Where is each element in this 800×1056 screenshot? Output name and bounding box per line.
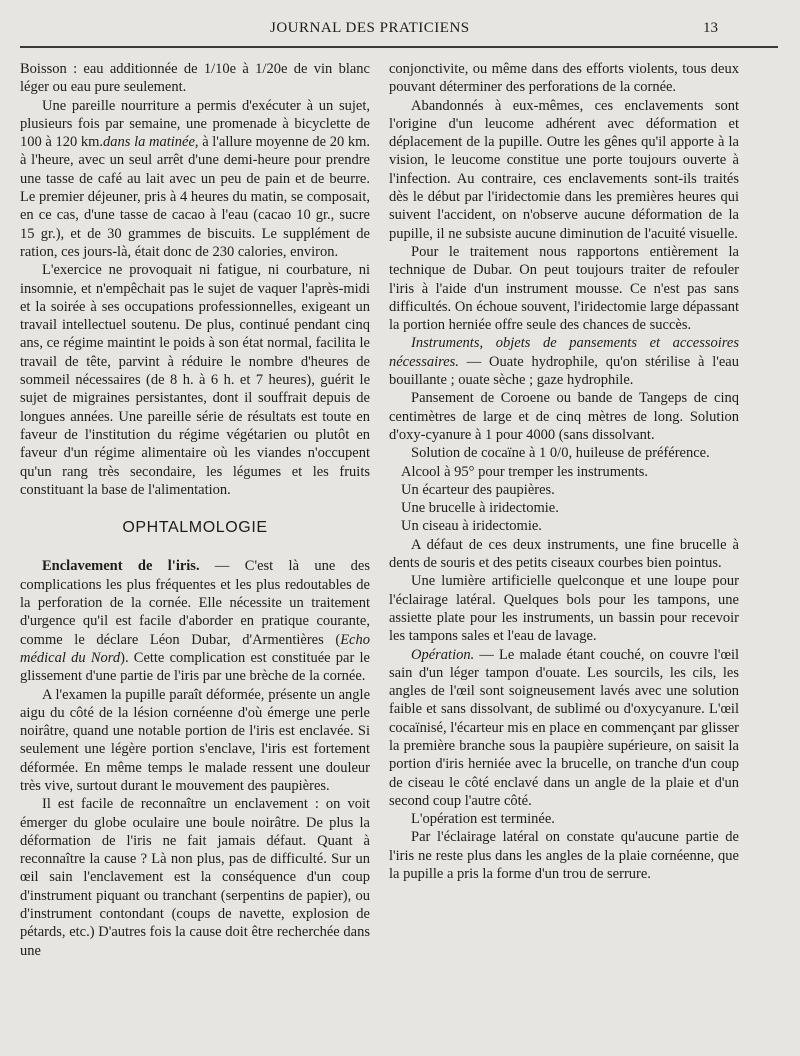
paragraph: conjonctivite, ou même dans des efforts violents, tous deux pouvant déterminer des perforations de la cornée.	[389, 61, 739, 96]
list-item: Une brucelle à iridectomie.	[401, 500, 559, 517]
text-run: Une pareille nourriture a permis d'exécuter à un sujet, plusieurs fois par semaine, une promenade à bicyclette de 100 à 120 km.	[20, 97, 370, 151]
paragraph: L'exercice ne provoquait ni fatigue, ni courbature, ni insomnie, et n'empêchait pas le sujet de vaquer l'après-midi et la soirée à ses occupations professionnelles, exigeant un travail intellectuel soutenu. De plus, continué pendant cinq ans, ce régime maintint le poids à son état normal, facilita le travail de tête, parvint à réduire le nombre d'heures de sommeil nécessaires (de 8 h. à 6 h. et 7 heures), guérit le sujet de migraines persistantes, dont il souffrait depuis de longues années. Une pareille série de résultats est toute en faveur de l'institution du régime végétarien ou plutôt en faveur d'un régime alimentaire où les viandes n'occupent qu'un rang très secondaire, les légumes et les fruits constituant la base de l'alimentation.	[20, 262, 370, 498]
text-run: , à l'allure moyenne de 20 km. à l'heure, avec un seul arrêt d'une demi-heure pour prendre une tasse de café au lait avec un peu de pain et de beurre. Le premier déjeuner, pris à 4 heures du matin, se composait, en ce cas, d'une tasse de cacao à l'eau (cacao 10 gr., sucre 15 gr.), et de 30 grammes de biscuits. Le supplément de ration, ces jours-là, était donc de 230 calories, environ.	[20, 134, 371, 260]
text-run: ). Cette complication est constituée par le glissement d'une partie de l'iris par une brèche de la cornée.	[20, 649, 370, 685]
paragraph: A défaut de ces deux instruments, une fine brucelle à dents de souris et des petits ciseaux courbes bien pointus.	[389, 536, 739, 572]
italic-text: Echo médical du Nord	[20, 631, 370, 666]
left-column	[20, 60, 370, 960]
italic-text: dans la matinée	[103, 134, 195, 151]
section-title: OPHTALMOLOGIE	[122, 519, 268, 537]
right-column	[389, 60, 739, 883]
paragraph: Pansement de Coroene ou bande de Tangeps de cinq centimètres de large et de cinq mètres de long. Solution d'oxy-cyanure à 1 pour 4000 (sans dissolvant.	[389, 390, 739, 443]
text-run: — Le malade étant couché, on couvre l'œil sain d'un léger tampon d'ouate. Les sourcils, les cils, les angles de l'œil sont soigneusement lavés avec une solution faible et sans dissolvant, de sublimé ou d'oxycyanure. L'œil cocaïnisé, l'écarteur mis en place en commençant par glisser la première branche sous la paupière supérieure, on saisit la portion d'iris herniée avec la brucelle, on tranche d'un coup de ciseau le côté enclavé dans un angle de la plaie et d'un second coup l'autre côté.	[389, 646, 739, 809]
paragraph: Pour le traitement nous rapportons entièrement la technique de Dubar. On peut toujours traiter de refouler l'iris à l'aide d'un instrument mousse. Ce n'est pas sans difficultés. On échoue souvent, l'iridectomie large dépassant la portion herniée offre seule des chances de succès.	[389, 243, 739, 334]
paragraph	[20, 97, 370, 262]
list-item: Un ciseau à iridectomie.	[401, 518, 542, 535]
journal-title: JOURNAL DES PRATICIENS	[270, 20, 470, 36]
text-run: — C'est là une des complications les plus fréquentes et les plus redoutables de la perforation de la cornée. Elle nécessite un traitement d'urgence qu'il est facile d'aborder en pratique courante, comme le déclare Léon Dubar, d'Armentières (	[20, 558, 370, 648]
paragraph: Il est facile de reconnaître un enclavement : on voit émerger du globe oculaire une boule noirâtre. De plus la déformation de l'iris ne fait jamais défaut. Quant à reconnaître la cause ? Là non plus, pas de difficulté. Sur un œil sain l'enclavement est la conséquence d'un coup d'instrument piquant ou tranchant (serpentins de papier), ou d'instrument contondant (coups de navette, explosion de pétards, etc.) D'autres fois la cause doit être recherchée dans une	[20, 796, 370, 959]
list-item: Un écarteur des paupières.	[401, 481, 555, 498]
paragraph	[389, 334, 739, 389]
header-rule	[20, 46, 778, 48]
page-header	[0, 20, 800, 44]
paragraph: Abandonnés à eux-mêmes, ces enclavements sont l'origine d'un leucome adhérent avec déformation et déplacement de la pupille. Outre les gênes qu'il apporte à la vision, le leucome constitue une porte toujours ouverte à l'infection. Au contraire, ces enclavements sont-ils traités dès le début par l'iridectomie dans les premières heures qui suivent l'accident, on n'observe aucune déformation de la pupille, il ne subsiste aucune diminution de l'acuité visuelle.	[389, 97, 739, 242]
list-item: Alcool à 95° pour tremper les instruments.	[401, 463, 649, 480]
paragraph: Solution de cocaïne à 1 0/0, huileuse de préférence.	[411, 445, 710, 462]
paragraph: Une lumière artificielle quelconque et une loupe pour l'éclairage latéral. Quelques bols pour les tampons, une assiette plate pour les instruments, un bassin pour recevoir les tampons sales et l'eau de lavage.	[389, 573, 739, 645]
italic-text: Instruments, objets de pansements et accessoires nécessaires.	[389, 335, 739, 370]
paragraph	[20, 557, 370, 685]
paragraph: Boisson : eau additionnée de 1/10e à 1/20e de vin blanc léger ou eau pure seulement.	[20, 61, 370, 96]
paragraph	[389, 646, 739, 811]
paragraph: Par l'éclairage latéral on constate qu'aucune partie de l'iris ne reste plus dans les angles de la plaie cornéenne, que la pupille a pris la forme d'un trou de serrure.	[389, 829, 739, 883]
page-number: 13	[703, 20, 718, 36]
article-heading: Enclavement de l'iris.	[42, 558, 200, 575]
italic-text: Opération.	[411, 646, 475, 663]
paragraph: L'opération est terminée.	[411, 811, 555, 828]
text-run: — Ouate hydrophile, qu'on stérilise à l'eau bouillante ; ouate sèche ; gaze hydrophile.	[389, 353, 739, 389]
paragraph: A l'examen la pupille paraît déformée, présente un angle aigu du côté de la lésion cornéenne d'où émerge une perle noirâtre, quand une notable portion de l'iris est enclavée. Si seulement une légère portion s'enclave, l'iris est fortement déformée. En même temps le malade ressent une douleur très vive, surtout durant le mouvement des paupières.	[20, 686, 370, 794]
